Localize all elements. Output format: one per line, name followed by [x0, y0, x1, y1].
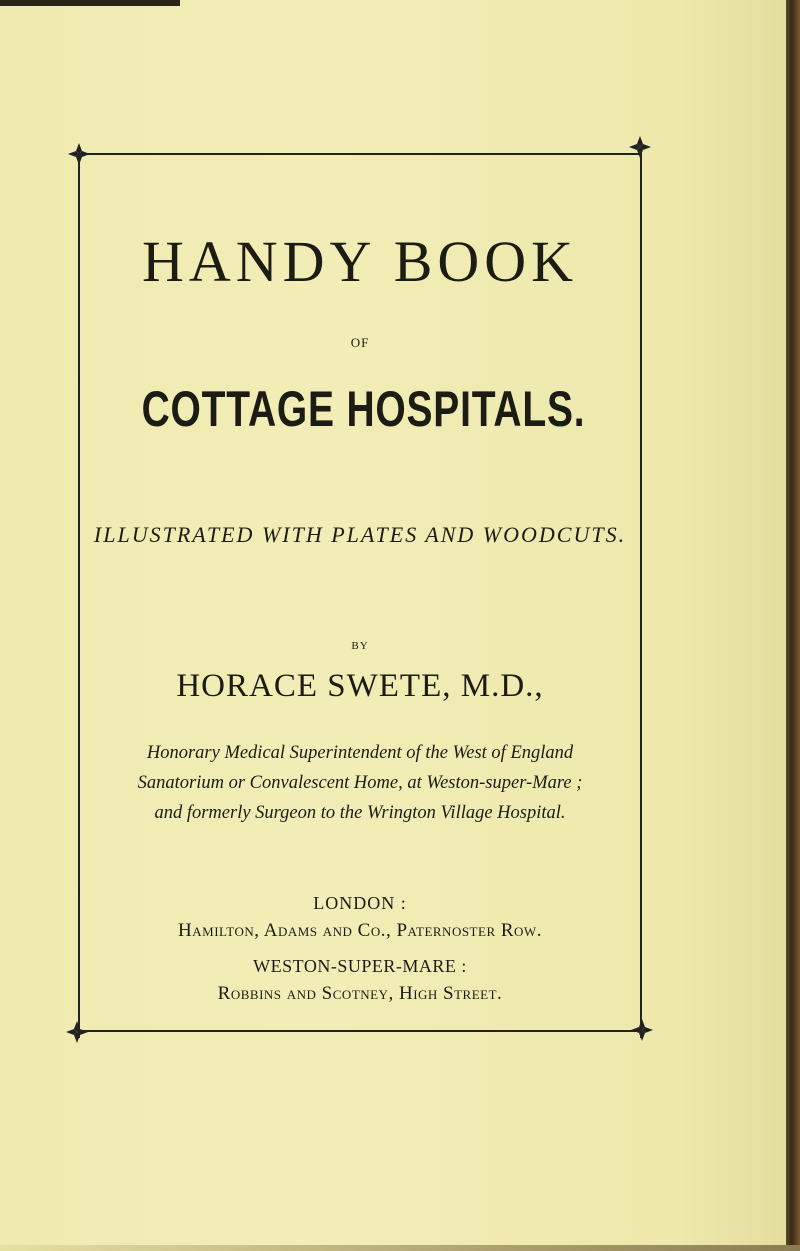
corner-ornament-icon — [67, 142, 91, 166]
imprint-publisher-weston: Robbins and Scotney, High Street. — [217, 983, 503, 1004]
page-top-edge — [0, 0, 180, 6]
corner-ornament-icon — [628, 135, 652, 159]
imprint-publisher-london: Hamilton, Adams and Co., Paternoster Row. — [178, 920, 542, 941]
title-cottage-hospitals: COTTAGE HOSPITALS. — [141, 381, 586, 437]
title-of: OF — [350, 335, 370, 350]
page-bottom-edge — [0, 1245, 800, 1251]
book-spine-edge — [786, 0, 800, 1251]
subtitle-illustrated: ILLUSTRATED WITH PLATES AND WOODCUTS. — [93, 522, 627, 547]
imprint-city-london: LONDON : — [313, 893, 407, 913]
corner-ornament-icon — [65, 1020, 89, 1044]
border-rule-bottom — [78, 1030, 640, 1032]
author-description-line: and formerly Surgeon to the Wrington Village Hospital. — [154, 803, 566, 823]
author-description-line: Sanatorium or Convalescent Home, at Weston-super-Mare ; — [137, 773, 583, 793]
imprint-city-weston: WESTON-SUPER-MARE : — [253, 956, 467, 976]
corner-ornament-icon — [630, 1018, 654, 1042]
by-label: BY — [351, 640, 369, 652]
author-name: HORACE SWETE, M.D., — [176, 668, 544, 704]
title-handy-book: HANDY BOOK — [141, 229, 579, 294]
border-rule-top — [78, 153, 640, 155]
author-description-line: Honorary Medical Superintendent of the West of England — [146, 743, 574, 763]
author-description — [80, 738, 640, 828]
